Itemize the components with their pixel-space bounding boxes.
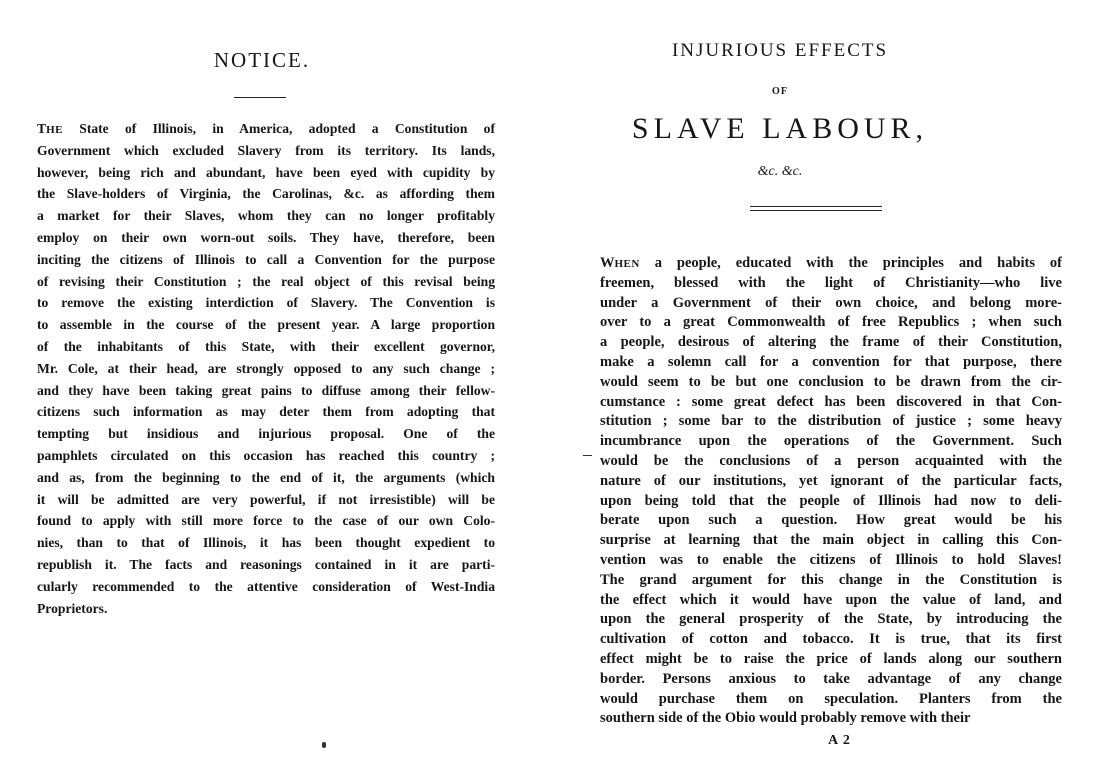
title-rule	[234, 97, 286, 98]
text-line	[37, 513, 495, 529]
text-line	[37, 252, 495, 268]
text-line	[600, 295, 1062, 312]
line-text: Proprietors.	[37, 600, 108, 616]
line-text: freemen, blessed with the light of Christianity—who live	[600, 274, 1062, 291]
line-text: of revising their Constitution ; the real object of this revisal being	[37, 273, 495, 289]
line-text: Government which excluded Slavery from its territory. Its lands,	[37, 142, 495, 158]
line-text: southern side of the Obio would probably remove with their	[600, 710, 971, 727]
line-text: a people, desirous of altering the frame of their Constitution,	[600, 334, 1062, 351]
line-text: and as, from the beginning to the end of it, the arguments (which	[37, 469, 495, 485]
title-injurious-effects: INJURIOUS EFFECTS	[671, 40, 889, 61]
text-line	[600, 255, 1062, 272]
line-text: would seem to be but one conclusion to be drawn from the cir-	[600, 373, 1062, 390]
line-text: under a Government of their own choice, and belong more-	[600, 294, 1062, 311]
text-line	[600, 334, 1062, 351]
text-line	[37, 448, 495, 464]
text-line	[37, 361, 495, 377]
line-text: inciting the citizens of Illinois to call a Convention for the purpose	[37, 251, 495, 267]
line-text: the Slave-holders of Virginia, the Carolinas, &c. as affording them	[37, 186, 495, 202]
text-line	[600, 611, 1062, 628]
text-line	[37, 317, 495, 333]
text-line	[37, 143, 495, 159]
text-line	[600, 631, 1062, 648]
text-line	[600, 473, 1062, 490]
text-line	[37, 295, 495, 311]
line-text: found to apply with still more force to the case of our own Colo-	[37, 513, 495, 529]
text-line	[600, 710, 1062, 727]
double-rule	[750, 206, 882, 211]
text-line	[600, 671, 1062, 688]
line-text: border. Persons anxious to take advantage of any change	[600, 670, 1062, 687]
line-text: however, being rich and abundant, have been eyed with cupidity by	[37, 164, 495, 180]
line-text: cularly recommended to the attentive consideration of West-India	[37, 578, 495, 594]
scan-speck	[322, 742, 326, 748]
line-text: effect might be to raise the price of lands along our southern	[600, 651, 1062, 667]
line-text: State of Illinois, in America, adopted a Constitution of	[62, 121, 495, 136]
text-line	[37, 492, 495, 508]
line-text: upon being told that the people of Illinois had now to deli-	[600, 492, 1062, 509]
drop-word: THE	[37, 121, 63, 136]
text-line	[600, 493, 1062, 510]
line-text: Mr. Cole, at their head, are strongly opposed to any such change ;	[37, 360, 495, 376]
line-text: cultivation of cotton and tobacco. It is true, that its first	[600, 631, 1062, 648]
line-text: surprise at learning that the main object in calling this Con-	[600, 532, 1062, 549]
line-text: it will be admitted are very powerful, if not irresistible) will be	[37, 491, 495, 507]
line-text: berate upon such a question. How great would be his	[600, 512, 1062, 529]
line-text: nature of our institutions, yet ignorant of the particular facts,	[600, 472, 1062, 489]
line-text: employ on their own worn-out soils. They have, therefore, been	[37, 230, 495, 245]
text-line	[600, 572, 1062, 589]
text-line	[37, 535, 495, 551]
line-text: to assemble in the course of the present year. A large proportion	[37, 317, 495, 333]
text-line	[37, 557, 495, 573]
text-line	[600, 433, 1062, 450]
text-line	[600, 592, 1062, 609]
line-text: nies, than to that of Illinois, it has been thought expedient to	[37, 535, 495, 551]
text-line	[37, 230, 495, 246]
notice-title: NOTICE.	[213, 48, 311, 72]
line-text: citizens such information as may deter them from adopting that	[37, 404, 495, 420]
text-line	[600, 275, 1062, 292]
line-text: make a solemn call for a convention for that purpose, there	[600, 354, 1062, 370]
line-text: and they have been taking great pains to diffuse among their fellow-	[37, 382, 495, 398]
text-line	[600, 314, 1062, 331]
text-line	[37, 579, 495, 595]
line-text: upon the general prosperity of the State, by introducing the	[600, 611, 1062, 628]
title-of: OF	[772, 86, 788, 97]
text-line	[37, 165, 495, 181]
text-line	[600, 532, 1062, 549]
text-line	[600, 374, 1062, 391]
text-line	[37, 601, 495, 617]
line-text: would purchase them on speculation. Planters from the	[600, 690, 1062, 707]
line-text: the effect which it would have upon the value of land, and	[600, 591, 1062, 608]
line-text: a people, educated with the principles and habits of	[639, 255, 1062, 271]
text-line	[37, 383, 495, 399]
line-text: The grand argument for this change in the Constitution is	[600, 571, 1062, 588]
scan-speck	[583, 455, 592, 456]
line-text: tempting but insidious and injurious proposal. One of the	[37, 426, 495, 442]
signature-mark: A 2	[828, 733, 851, 748]
text-line	[37, 426, 495, 442]
line-text: a market for their Slaves, whom they can no longer profitably	[37, 208, 495, 224]
title-slave-labour: SLAVE LABOUR,	[631, 112, 929, 145]
text-line	[37, 404, 495, 420]
line-text: of the inhabitants of this State, with their excellent governor,	[37, 339, 495, 354]
text-line	[600, 552, 1062, 569]
right-page	[560, 0, 1100, 762]
text-line	[37, 274, 495, 290]
text-line	[600, 691, 1062, 708]
text-line	[600, 354, 1062, 371]
text-line	[37, 186, 495, 202]
text-line	[600, 394, 1062, 411]
text-line	[37, 339, 495, 355]
title-etc: &c. &c.	[757, 164, 803, 179]
text-line	[600, 413, 1062, 430]
text-line	[600, 512, 1062, 529]
text-line	[37, 121, 495, 137]
line-text: republish it. The facts and reasonings contained in it are parti-	[37, 557, 495, 572]
drop-word: WHEN	[600, 255, 640, 271]
line-text: cumstance : some great defect has been discovered in that Con-	[600, 393, 1062, 410]
text-line	[600, 453, 1062, 470]
text-line	[37, 470, 495, 486]
line-text: incumbrance upon the operations of the Government. Such	[600, 433, 1062, 450]
line-text: over to a great Commonwealth of free Republics ; when such	[600, 314, 1062, 331]
line-text: vention was to enable the citizens of Illinois to hold Slaves!	[600, 552, 1062, 568]
line-text: pamphlets circulated on this occasion has reached this country ;	[37, 448, 495, 463]
text-line	[600, 651, 1062, 668]
line-text: would be the conclusions of a person acquainted with the	[600, 453, 1062, 469]
line-text: stitution ; some bar to the distribution of justice ; some heavy	[600, 413, 1062, 430]
line-text: to remove the existing interdiction of Slavery. The Convention is	[37, 295, 495, 311]
left-page	[0, 0, 540, 762]
text-line	[37, 208, 495, 224]
